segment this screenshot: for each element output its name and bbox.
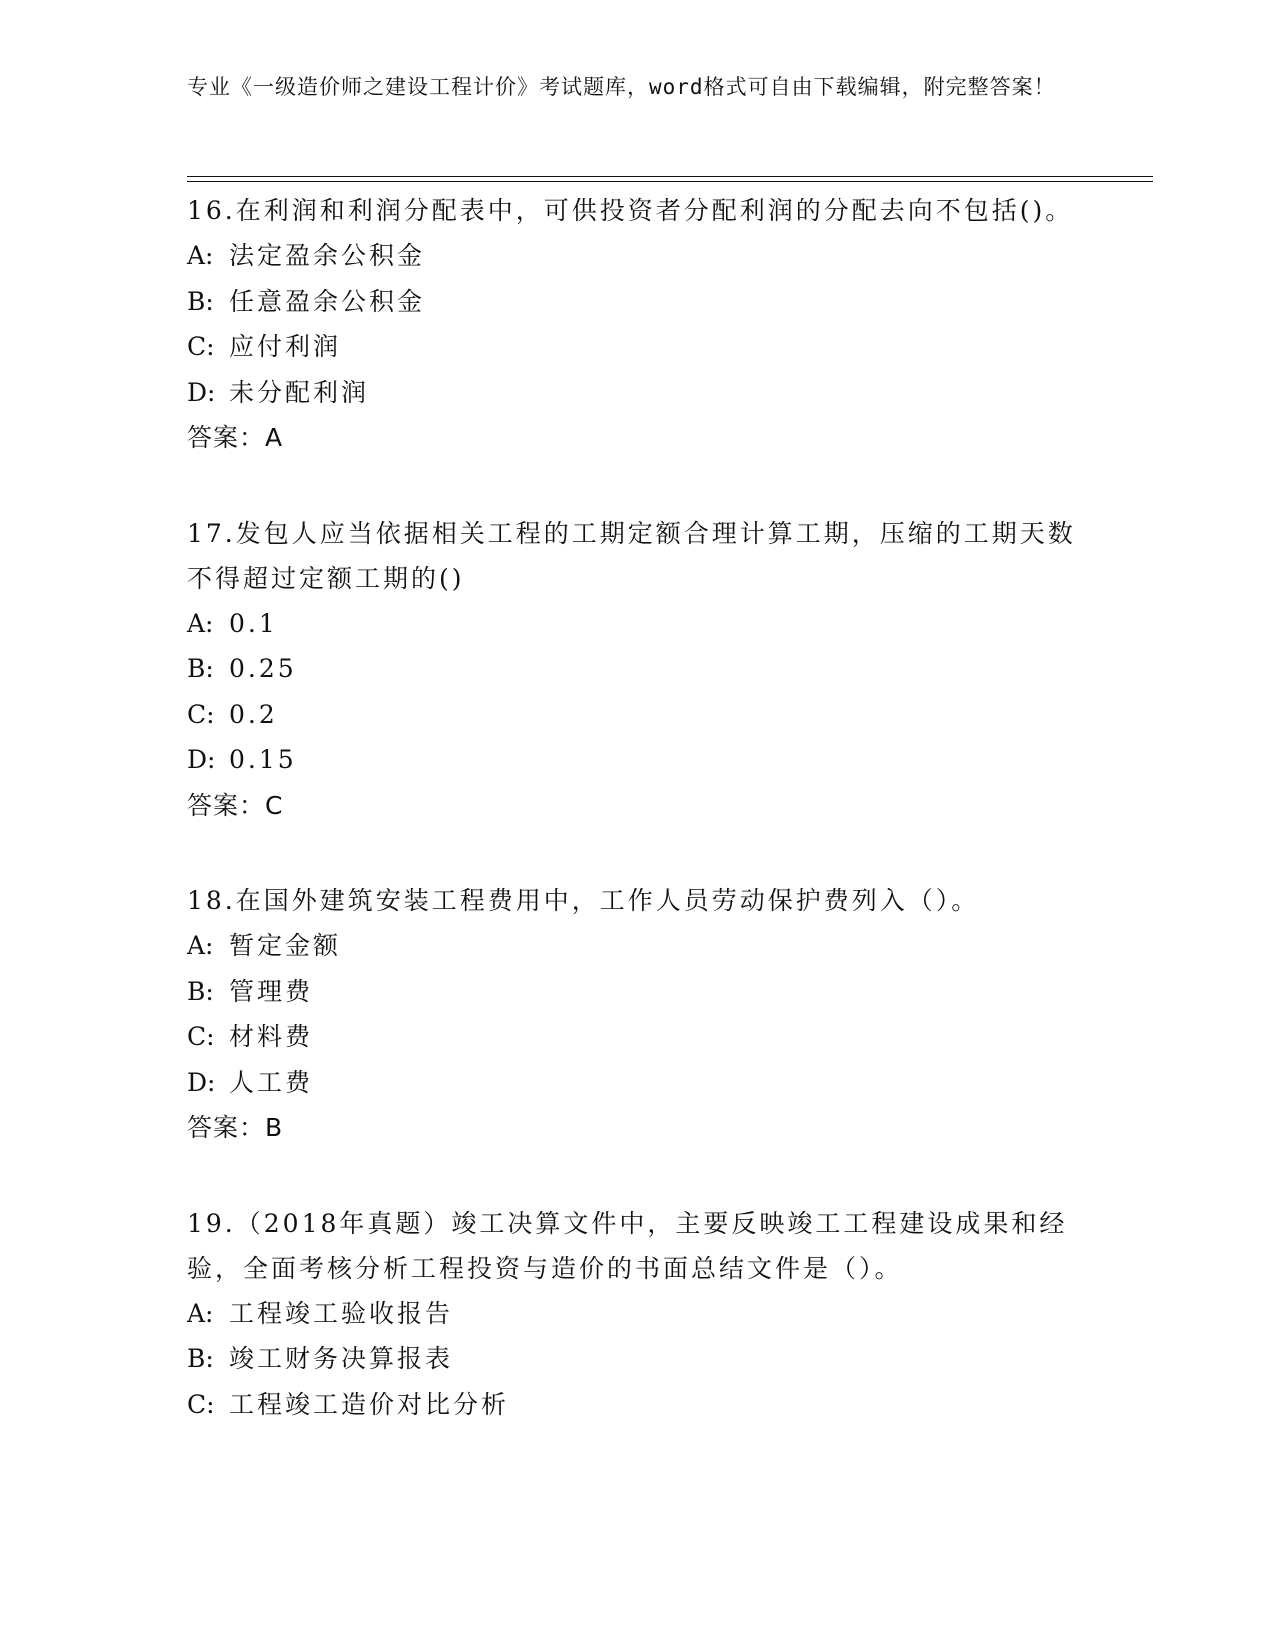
option-b — [187, 279, 1087, 325]
option-c — [187, 324, 1087, 370]
option-d — [187, 1060, 1087, 1106]
option-c — [187, 692, 1087, 738]
option-letter: B: — [187, 976, 214, 1006]
header-text: 专业《一级造价师之建设工程计价》考试题库，word格式可自由下载编辑，附完整答案！ — [187, 75, 1056, 99]
option-text: 法定盈余公积金 — [229, 241, 426, 270]
option-letter: C: — [187, 1022, 215, 1051]
question-text: 18.在国外建筑安装工程费用中，工作人员劳动保护费列入（）。 — [187, 886, 980, 915]
option-d — [187, 737, 1087, 783]
option-text: 暂定金额 — [229, 931, 342, 960]
option-letter: A: — [187, 608, 214, 638]
question-17 — [187, 511, 1087, 829]
option-letter: D: — [187, 745, 216, 774]
document-header — [187, 70, 1087, 104]
option-letter: D: — [187, 1067, 216, 1097]
option-letter: C: — [187, 699, 215, 729]
option-text: 0.1 — [229, 608, 278, 638]
option-b — [187, 646, 1087, 692]
header-divider-top — [187, 176, 1153, 177]
option-text: 0.15 — [229, 745, 297, 774]
option-a — [187, 1291, 1087, 1337]
option-text: 人工费 — [229, 1067, 314, 1097]
answer-line: 答案：A — [187, 423, 284, 452]
option-text: 工程竣工验收报告 — [229, 1298, 454, 1328]
option-a — [187, 601, 1087, 647]
option-c — [187, 1014, 1087, 1060]
option-letter: C: — [187, 332, 215, 361]
option-b — [187, 969, 1087, 1015]
option-a — [187, 923, 1087, 969]
option-text: 0.25 — [229, 654, 297, 683]
option-a — [187, 233, 1087, 279]
option-letter: A: — [187, 931, 214, 960]
question-text: 16.在利润和利润分配表中，可供投资者分配利润的分配去向不包括()。 — [187, 196, 1074, 225]
option-letter: B: — [187, 654, 214, 683]
question-19 — [187, 1201, 1087, 1428]
option-text: 任意盈余公积金 — [229, 286, 426, 316]
option-text: 竣工财务决算报表 — [229, 1344, 454, 1373]
option-letter: B: — [187, 1344, 214, 1373]
option-text: 工程竣工造价对比分析 — [229, 1389, 510, 1419]
option-c — [187, 1382, 1087, 1428]
option-letter: B: — [187, 286, 214, 316]
option-text: 应付利润 — [229, 332, 342, 361]
option-text: 管理费 — [229, 976, 314, 1006]
option-letter: C: — [187, 1389, 215, 1419]
question-18 — [187, 878, 1087, 1151]
answer-line: 答案：C — [187, 790, 284, 820]
option-text: 0.2 — [229, 699, 278, 729]
header-divider-bottom — [187, 181, 1153, 182]
option-letter: D: — [187, 377, 216, 407]
question-16 — [187, 188, 1087, 461]
question-list — [187, 188, 1087, 1477]
option-letter: A: — [187, 1298, 214, 1328]
option-b — [187, 1336, 1087, 1382]
answer-line: 答案：B — [187, 1113, 284, 1142]
question-text: 19.（2018年真题）竣工决算文件中，主要反映竣工工程建设成果和经验，全面考核分析工程投资与造价的书面总结文件是（）。 — [187, 1208, 1068, 1283]
option-text: 未分配利润 — [229, 377, 370, 407]
question-text: 17.发包人应当依据相关工程的工期定额合理计算工期，压缩的工期天数不得超过定额工期的() — [187, 518, 1076, 593]
option-text: 材料费 — [229, 1022, 314, 1051]
option-d — [187, 370, 1087, 416]
option-letter: A: — [187, 241, 214, 270]
